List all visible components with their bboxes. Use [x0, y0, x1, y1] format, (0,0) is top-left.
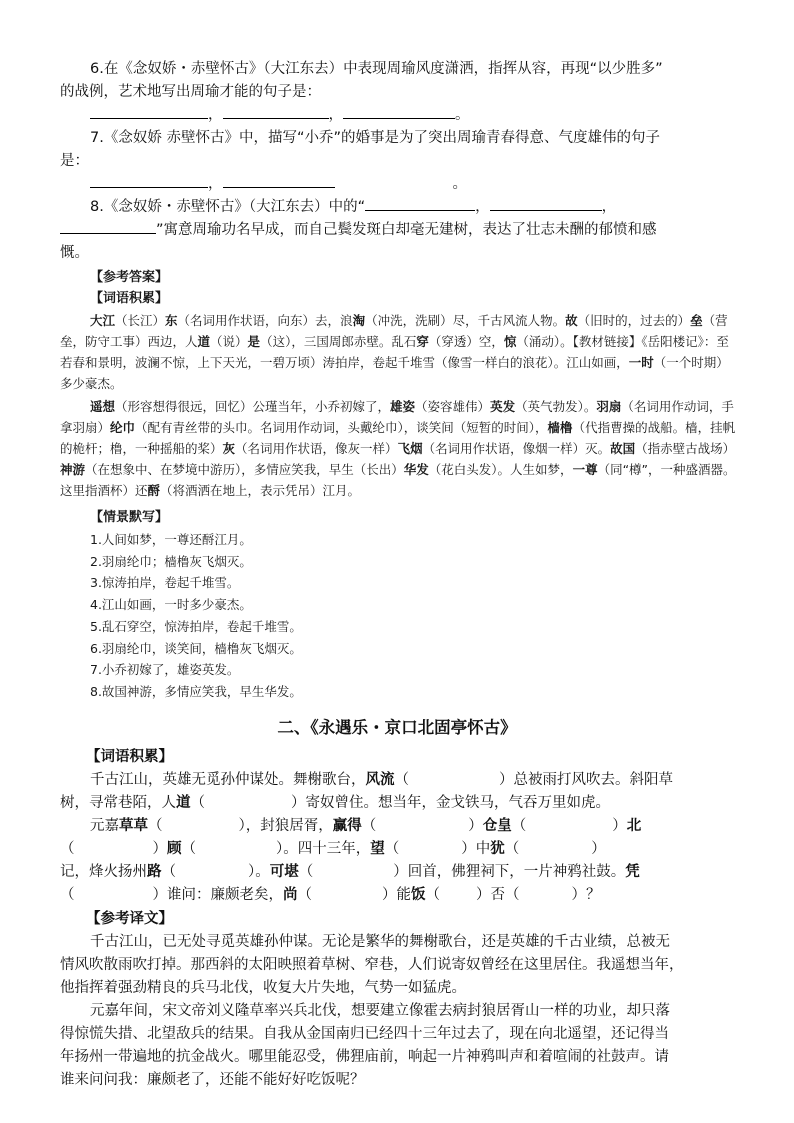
- answer-segment: 飞: [397, 441, 411, 456]
- answer-segment: 羽扇: [596, 399, 622, 414]
- answer-segment: （形容想得很远，回忆）公瑾当年，小乔初嫁了，: [115, 399, 391, 414]
- section-2-vocab: [60, 746, 740, 1092]
- question-8: [60, 196, 740, 265]
- answer-segment: （代指曹操的战船。樯，挂帆的桅杆；橹，一种摇船的桨）: [60, 420, 736, 456]
- answer-segment: 东: [165, 313, 178, 328]
- section-2-line: 元嘉草草（ ），封狼居胥，赢得（ ）仓皇（ ）北: [90, 818, 642, 834]
- answer-segment: （名词用作状语，像烟一样）灭。: [422, 441, 611, 456]
- answer-segment: （名词用作状语，像灰一样）: [235, 441, 398, 456]
- vocab-heading: 【词语积累】: [90, 291, 169, 306]
- answer-blank[interactable]: [90, 173, 208, 188]
- answers-paragraph-1: [60, 310, 740, 394]
- answer-segment: （营垒，防守工事）西边，人: [60, 313, 728, 349]
- translation-line: 元嘉年间，宋文帝刘义隆草率兴兵北伐，想要建立像霍去病封狼居胥山一样的功业，却只落: [90, 1003, 670, 1019]
- dictation-item: 3.惊涛拍岸，卷起千堆雪。: [90, 575, 240, 591]
- answer-segment: （配有青丝带的头巾。名词用作动词，头戴纶巾），谈笑间（短暂的时间），: [135, 420, 548, 435]
- question-8-line1: 8.《念奴娇・赤壁怀古》（大江东去）中的“ ， ，: [60, 196, 740, 219]
- answer-segment: 酹: [147, 483, 161, 498]
- answer-segment: （将酒洒在地上，表示凭吊）江月。: [160, 483, 361, 498]
- answer-segment: （名词用作动词，手拿羽扇）: [60, 399, 734, 435]
- answer-segment: （这），三国周郎赤壁。乱石: [260, 334, 417, 349]
- section-2-line: 树，寻常巷陌，人道（ ）寄奴曾住。想当年，金戈铁马，气吞万里如虎。: [60, 795, 610, 811]
- answer-segment: 道: [197, 334, 211, 349]
- section-2-line: （ ）谁问：廉颇老矣，尚（ ）能饭（ ）否（ ）？: [60, 887, 601, 903]
- answer-segment: （涌动）。【教材链接】《岳阳楼记》：至若春和景明，波澜不惊，上下天光，一碧万顷）涛拍岸，卷起千堆雪（像雪一样白的浪花）。江山如画，: [60, 334, 729, 370]
- answer-segment: 故国: [610, 441, 636, 456]
- answer-segment: 纶巾: [110, 420, 136, 435]
- question-6-line2: 的战例，艺术地写出周瑜才能的句子是：: [60, 84, 321, 100]
- answer-segment: （长江）: [115, 313, 166, 328]
- answer-segment: （说）: [210, 334, 248, 349]
- translation-line: 千古江山，已无处寻觅英雄孙仲谋。无论是繁华的舞榭歌台，还是英雄的千古业绩，总被无: [90, 934, 670, 950]
- dictation-item: 8.故国神游，多情应笑我，早生华发。: [90, 683, 302, 699]
- question-6-blanks: ， ， 。: [60, 104, 740, 127]
- question-8-line3: 慨。: [60, 245, 89, 261]
- answer-segment: 故: [565, 313, 578, 328]
- answer-segment: （一个时期）多少豪杰。: [60, 355, 729, 391]
- section-2-line: 千古江山，英雄无觅孙仲谋处。舞榭歌台，风流（ ）总被雨打风吹去。斜阳草: [90, 772, 673, 788]
- answer-segment: 灰: [222, 441, 236, 456]
- answer-segment: （名词用作状语，向东）去，浪: [177, 313, 353, 328]
- answer-segment: 垒: [690, 313, 703, 328]
- dictation-heading: 【情景默写】: [90, 510, 169, 525]
- translation-line: 谁来问问我：廉颇老了，还能不能好好吃饭呢？: [60, 1072, 365, 1088]
- answer-segment: 雄姿: [390, 399, 416, 414]
- question-7-line1: 7.《念奴娇 赤壁怀古》中，描写“小乔”的婚事是为了突出周瑜青春得意、气度雄伟的句子: [90, 130, 660, 146]
- answers-heading: 【参考答案】: [90, 270, 169, 285]
- dictation-item: 2.羽扇纶巾；樯橹灰飞烟灭。: [90, 553, 252, 569]
- answer-segment: （姿容雄伟）: [415, 399, 491, 414]
- answer-segment: 英发: [490, 399, 516, 414]
- question-7-line2: 是：: [60, 153, 89, 169]
- translation-line: 情风吹散雨吹打掉。那西斜的太阳映照着草树、窄巷，人们说寄奴曾经在这里居住。我遥想当年，: [60, 957, 684, 973]
- dictation-item: 5.乱石穿空，惊涛拍岸，卷起千堆雪。: [90, 618, 302, 634]
- answers-section: [60, 268, 740, 703]
- answer-blank[interactable]: [490, 196, 602, 211]
- translation-line: 他指挥着强劲精良的兵马北伐，收复大片失地，气势一如猛虎。: [60, 980, 466, 996]
- answer-blank[interactable]: [90, 104, 208, 119]
- answer-segment: （指赤壁古战场）: [635, 441, 736, 456]
- answer-segment: 惊: [503, 334, 517, 349]
- answer-segment: 是: [247, 334, 261, 349]
- answer-segment: （英气勃发）。: [515, 399, 597, 414]
- answers-paragraph-2: [60, 396, 740, 501]
- answer-segment: （旧时的，过去的）: [577, 313, 691, 328]
- question-6-line1: 6.在《念奴娇・赤壁怀古》（大江东去）中表现周瑜风度潇洒，指挥从容，再现“以少胜多”: [90, 61, 663, 77]
- answer-segment: 穿: [416, 334, 429, 349]
- section-2-line: （ ）顾（ ）。四十三年，望（ ）中犹（ ）: [60, 841, 606, 857]
- answer-segment: （冲洗，洗刷）尽，千古风流人物。: [365, 313, 566, 328]
- answer-blank[interactable]: [223, 104, 329, 119]
- section-2-line: 记，烽火扬州路（ ）。可堪（ ）回首，佛狸祠下，一片神鸦社鼓。凭: [60, 864, 640, 880]
- answer-segment: 一尊: [572, 462, 598, 477]
- dictation-item: 7.小乔初嫁了，雄姿英发。: [90, 662, 240, 678]
- answer-segment: 遥想: [90, 399, 116, 414]
- answer-segment: （穿透）空，: [428, 334, 504, 349]
- question-7: [60, 127, 740, 196]
- question-6: [60, 58, 740, 127]
- answer-segment: 樯橹: [547, 420, 573, 435]
- question-7-blanks: ， 。: [60, 173, 740, 196]
- translation-heading: 【参考译文】: [86, 911, 173, 927]
- dictation-item: 4.江山如画，一时多少豪杰。: [90, 597, 252, 613]
- answer-segment: （花白头发）。人生如梦，: [428, 462, 573, 477]
- translation-line: 得惊慌失措、北望敌兵的结果。自我从金国南归已经四十三年过去了，现在向北遥望，还记得当: [60, 1026, 669, 1042]
- dictation-item: 6.羽扇纶巾，谈笑间，樯橹灰飞烟灭。: [90, 640, 302, 656]
- question-8-line2: ”寓意周瑜功名早成，而自己鬓发斑白却毫无建树，表达了壮志未酬的郁愤和感: [60, 219, 740, 242]
- answer-segment: 大江: [90, 313, 116, 328]
- answer-segment: 神游: [60, 462, 86, 477]
- section-2-vocab-heading: 【词语积累】: [86, 749, 173, 765]
- dictation-list: [60, 529, 740, 703]
- answer-segment: 淘: [352, 313, 366, 328]
- answer-segment: 烟: [410, 441, 423, 456]
- answer-blank[interactable]: [365, 196, 475, 211]
- answer-segment: 一时: [628, 355, 654, 370]
- section-2-title: 二、《永遇乐・京口北固亭怀古》: [277, 718, 517, 737]
- answer-segment: （在想象中、在梦境中游历），多情应笑我，早生（长出）: [85, 462, 404, 477]
- answer-blank[interactable]: [223, 173, 335, 188]
- dictation-item: 1.人间如梦，一尊还酹江月。: [90, 532, 252, 547]
- translation-line: 年扬州一带遍地的抗金战火。哪里能忍受，佛狸庙前，响起一片神鸦叫声和着喧闹的社鼓声。请: [60, 1049, 669, 1065]
- answer-blank[interactable]: [343, 104, 455, 119]
- answer-segment: 华发: [403, 462, 429, 477]
- answer-blank[interactable]: [60, 219, 156, 234]
- answer-segment: （同“樽”，一种盛酒器。这里指酒杯）还: [60, 462, 736, 498]
